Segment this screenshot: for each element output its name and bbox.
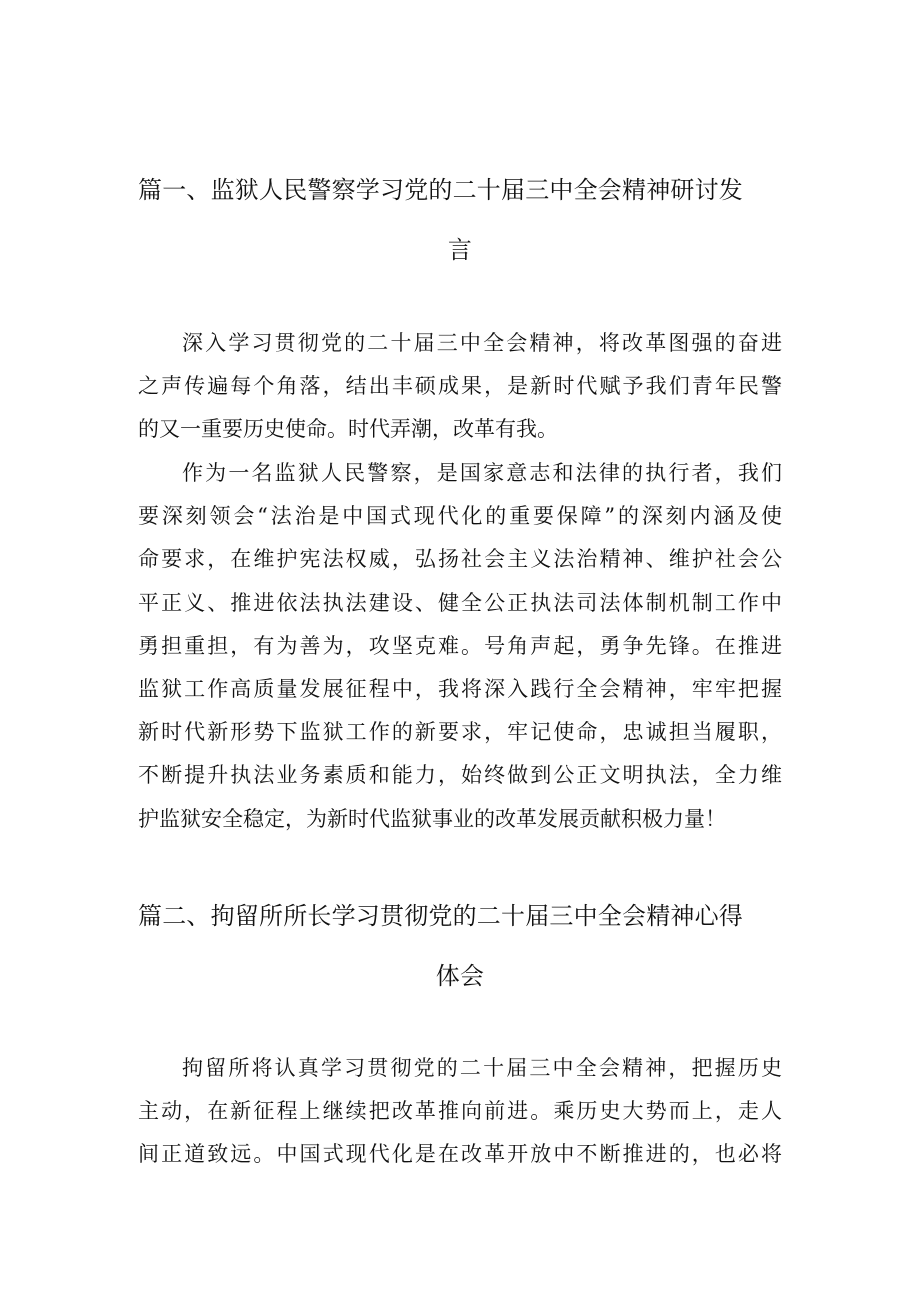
paragraph-line: 监狱工作高质量发展征程中，我将深入践行全会精神，牢牢把握: [138, 677, 782, 702]
section2-title-line-1: 篇二、拘留所所长学习贯彻党的二十届三中全会精神心得: [138, 902, 743, 930]
paragraph-line: 新时代新形势下监狱工作的新要求，牢记使命，忠诚担当履职，: [138, 720, 782, 745]
paragraph-line: 之声传遍每个角落，结出丰硕成果，是新时代赋予我们青年民警: [138, 374, 782, 399]
section2-title-line-2: 体会: [435, 962, 485, 990]
paragraph-line: 护监狱安全稳定，为新时代监狱事业的改革发展贡献积极力量！: [138, 806, 726, 831]
section1-title-line-2: 言: [447, 236, 473, 264]
paragraph-line: 平正义、推进依法执法建设、健全公正执法司法体制机制工作中: [138, 590, 782, 615]
paragraph-line: 深入学习贯彻党的二十届三中全会精神，将改革图强的奋进: [182, 331, 782, 355]
paragraph-line: 拘留所将认真学习贯彻党的二十届三中全会精神，把握历史: [182, 1056, 782, 1080]
paragraph-line: 的又一重要历史使命。时代弄潮，改革有我。: [138, 417, 558, 442]
section2-paragraph-1: [138, 1047, 782, 1177]
paragraph-line: 作为一名监狱人民警察，是国家意志和法律的执行者，我们: [182, 461, 782, 485]
paragraph-line: 要深刻领会“法治是中国式现代化的重要保障”的深刻内涵及使: [138, 504, 782, 529]
section1-title: [138, 160, 782, 280]
section1-paragraph-1: [138, 322, 782, 452]
section1-paragraph-2: [138, 452, 782, 841]
paragraph-line: 勇担重担，有为善为，攻坚克难。号角声起，勇争先锋。在推进: [138, 633, 782, 658]
section2-title: [138, 886, 782, 1006]
paragraph-line: 命要求，在维护宪法权威，弘扬社会主义法治精神、维护社会公: [138, 547, 782, 572]
section1-title-line-1: 篇一、监狱人民警察学习党的二十届三中全会精神研讨发: [138, 176, 743, 204]
paragraph-line: 间正道致远。中国式现代化是在改革开放中不断推进的，也必将: [138, 1142, 782, 1167]
paragraph-line: 不断提升执法业务素质和能力，始终做到公正文明执法，全力维: [138, 763, 782, 788]
paragraph-line: 主动，在新征程上继续把改革推向前进。乘历史大势而上，走人: [138, 1099, 782, 1124]
